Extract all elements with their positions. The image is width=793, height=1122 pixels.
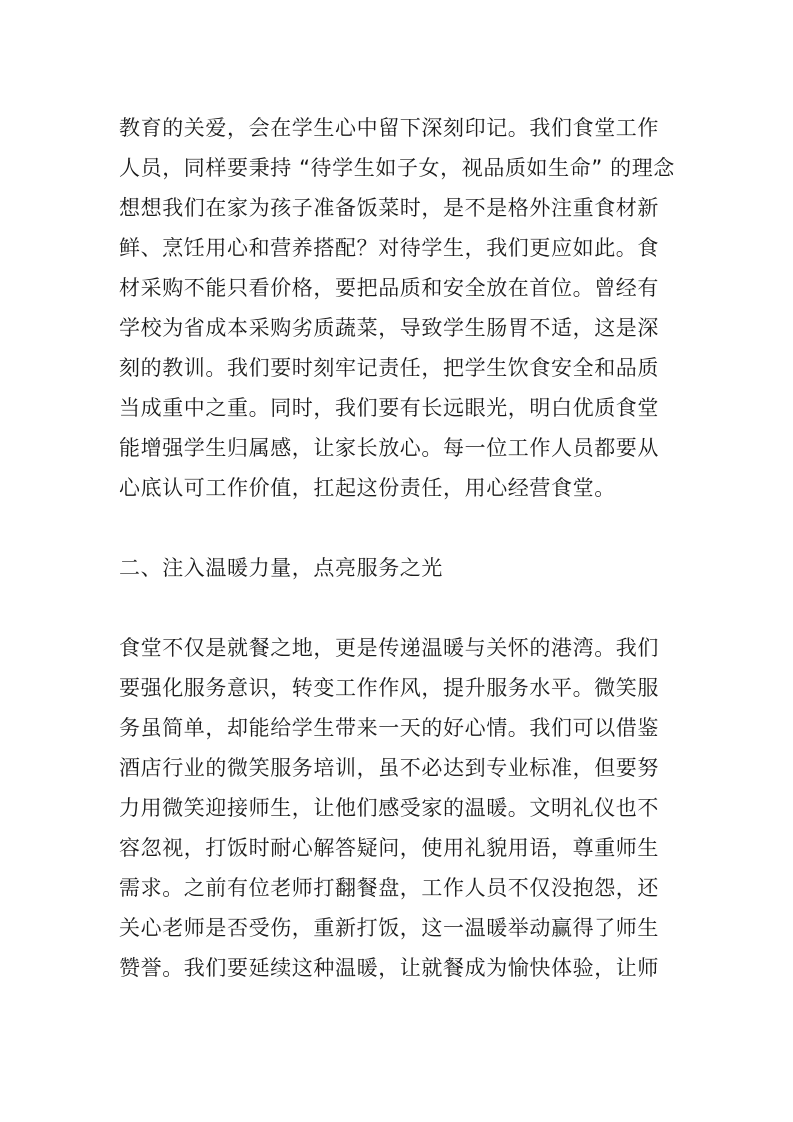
text-line: 需求。之前有位老师打翻餐盘，工作人员不仅没抱怨，还 bbox=[119, 876, 659, 900]
section-heading: 二、注入温暖力量，点亮服务之光 bbox=[119, 556, 443, 580]
text-line: 力用微笑迎接师生，让他们感受家的温暖。文明礼仪也不 bbox=[119, 796, 659, 820]
text-line: 食堂不仅是就餐之地，更是传递温暖与关怀的港湾。我们 bbox=[119, 636, 659, 660]
text-line: 关心老师是否受伤，重新打饭，这一温暖举动赢得了师生 bbox=[119, 916, 659, 940]
text-line: 想想我们在家为孩子准备饭菜时，是不是格外注重食材新 bbox=[119, 196, 659, 220]
text-line: 务虽简单，却能给学生带来一天的好心情。我们可以借鉴 bbox=[119, 716, 659, 740]
text-line: 容忽视，打饭时耐心解答疑问，使用礼貌用语，尊重师生 bbox=[119, 836, 659, 860]
paragraph-spacer bbox=[119, 588, 679, 628]
text-line: 教育的关爱，会在学生心中留下深刻印记。我们食堂工作 bbox=[119, 116, 659, 140]
text-line: 学校为省成本采购劣质蔬菜，导致学生肠胃不适，这是深 bbox=[119, 316, 659, 340]
document-body bbox=[119, 108, 679, 988]
text-line: 赞誉。我们要延续这种温暖，让就餐成为愉快体验，让师 bbox=[119, 956, 659, 980]
paragraph-2 bbox=[119, 628, 679, 988]
text-line: 当成重中之重。同时，我们要有长远眼光，明白优质食堂 bbox=[119, 396, 659, 420]
paragraph-1 bbox=[119, 108, 679, 508]
text-line: 材采购不能只看价格，要把品质和安全放在首位。曾经有 bbox=[119, 276, 659, 300]
paragraph-spacer bbox=[119, 508, 679, 548]
text-line: 刻的教训。我们要时刻牢记责任，把学生饮食安全和品质 bbox=[119, 356, 659, 380]
text-line: 鲜、烹饪用心和营养搭配？对待学生，我们更应如此。食 bbox=[119, 236, 659, 260]
text-line: 人员，同样要秉持 “待学生如子女，视品质如生命” 的理念 bbox=[119, 156, 675, 180]
text-line: 心底认可工作价值，扛起这份责任，用心经营食堂。 bbox=[119, 476, 616, 500]
text-line: 要强化服务意识，转变工作作风，提升服务水平。微笑服 bbox=[119, 676, 659, 700]
text-line: 能增强学生归属感，让家长放心。每一位工作人员都要从 bbox=[119, 436, 659, 460]
text-line: 酒店行业的微笑服务培训，虽不必达到专业标准，但要努 bbox=[119, 756, 659, 780]
